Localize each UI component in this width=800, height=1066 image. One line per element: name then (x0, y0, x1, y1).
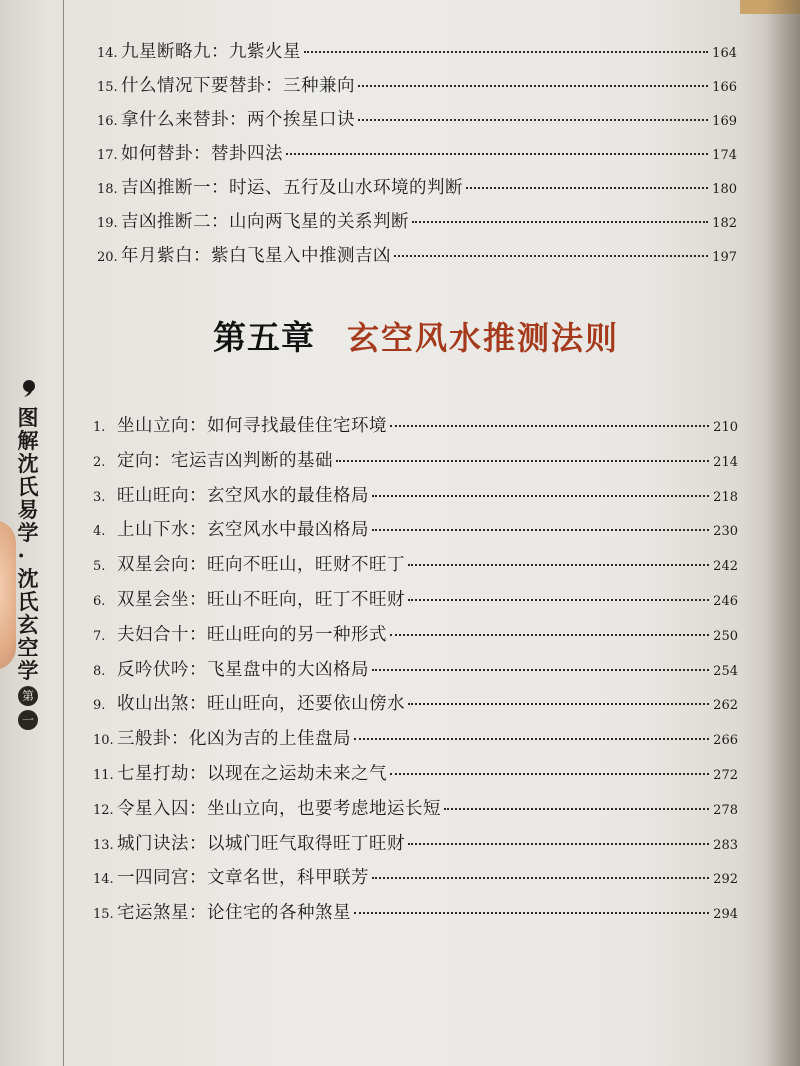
entry-page-number: 180 (712, 182, 737, 197)
entry-title: 反吟伏吟：飞星盘中的大凶格局 (117, 659, 369, 680)
dot-leader (304, 51, 708, 53)
spine-char: 图 (17, 405, 39, 430)
entry-number: 11. (93, 767, 114, 783)
entry-page-number: 294 (713, 907, 738, 923)
dot-leader (390, 634, 709, 636)
entry-number: 15. (93, 907, 114, 923)
entry-page-number: 210 (713, 420, 738, 435)
toc-entry[interactable] (93, 725, 738, 760)
entry-title: 拿什么来替卦：两个挨星口诀 (121, 110, 355, 130)
entry-title: 吉凶推断二：山向两飞星的关系判断 (121, 212, 409, 232)
toc-entry[interactable] (93, 412, 738, 447)
toc-entry[interactable] (93, 482, 738, 517)
entry-number: 5. (93, 559, 106, 575)
spine-char: 易 (17, 497, 39, 522)
entry-title: 年月紫白：紫白飞星入中推测吉凶 (121, 246, 391, 266)
dot-leader (408, 564, 709, 566)
toc-entry[interactable] (97, 140, 737, 174)
entry-page-number: 197 (712, 250, 737, 265)
entry-title: 定向：宅运吉凶判断的基础 (117, 450, 333, 471)
spine-char: 玄 (17, 612, 39, 637)
toc-entry[interactable] (97, 174, 737, 208)
spine-title (18, 406, 39, 682)
entry-title: 双星会向：旺向不旺山，旺财不旺丁 (117, 555, 405, 576)
entry-page-number: 278 (713, 802, 738, 818)
spine-badges (18, 682, 38, 730)
entry-title: 双星会坐：旺山不旺向，旺丁不旺财 (117, 589, 405, 610)
dot-leader (444, 808, 709, 810)
entry-number: 19. (97, 216, 118, 231)
entry-page-number: 283 (713, 837, 738, 853)
entry-page-number: 246 (713, 593, 738, 609)
dot-leader (372, 877, 709, 879)
entry-number: 14. (97, 46, 118, 61)
dot-leader (358, 85, 708, 87)
dot-leader (390, 425, 709, 427)
entry-number: 14. (93, 872, 114, 888)
dot-leader (412, 221, 708, 223)
toc-entry[interactable] (97, 38, 737, 72)
entry-title: 九星断略九：九紫火星 (121, 42, 301, 62)
entry-title: 城门诀法：以城门旺气取得旺丁旺财 (117, 833, 405, 854)
entry-number: 16. (97, 114, 118, 129)
entry-number: 15. (97, 80, 118, 95)
toc-entry[interactable] (93, 760, 738, 795)
toc-entry[interactable] (97, 106, 737, 140)
spine-char: 沈 (17, 451, 39, 476)
entry-page-number: 182 (712, 216, 737, 231)
dot-leader (408, 843, 709, 845)
entry-number: 7. (93, 628, 106, 644)
entry-page-number: 262 (713, 698, 738, 714)
dot-leader (408, 703, 709, 705)
entry-number: 13. (93, 837, 114, 853)
spine-char: · (17, 543, 25, 568)
dot-leader (354, 738, 709, 740)
entry-page-number: 254 (713, 663, 738, 679)
toc-entry[interactable] (93, 656, 738, 691)
spine-char: 解 (17, 428, 39, 453)
entry-number: 9. (93, 698, 106, 714)
entry-page-number: 166 (712, 80, 737, 95)
toc-entry[interactable] (97, 208, 737, 242)
spine-char: 学 (17, 658, 39, 683)
spine-char: 氏 (17, 474, 39, 499)
dot-leader (390, 773, 709, 775)
entry-number: 12. (93, 802, 114, 818)
entry-title: 七星打劫：以现在之运劫未来之气 (117, 763, 387, 784)
entry-number: 20. (97, 250, 118, 265)
toc-entry[interactable] (93, 621, 738, 656)
entry-title: 三般卦：化凶为吉的上佳盘局 (117, 729, 351, 750)
margin-rule (63, 0, 64, 1066)
dot-leader (372, 495, 709, 497)
entry-number: 18. (97, 182, 118, 197)
entry-page-number: 230 (713, 524, 738, 540)
entry-page-number: 164 (712, 46, 737, 61)
entry-page-number: 214 (713, 454, 738, 470)
entry-title: 收山出煞：旺山旺向，还要依山傍水 (117, 694, 405, 715)
entry-title: 吉凶推断一：时运、五行及山水环境的判断 (121, 178, 463, 198)
spine-column (13, 378, 43, 730)
chapter-heading (213, 312, 619, 359)
chapter-number: 第五章 (213, 318, 315, 357)
entry-page-number: 242 (713, 559, 738, 575)
toc-entry[interactable] (93, 864, 738, 899)
toc-entry[interactable] (97, 72, 737, 106)
entry-number: 6. (93, 593, 106, 609)
entry-title: 夫妇合十：旺山旺向的另一种形式 (117, 624, 387, 645)
spine-badge: 一 (18, 710, 38, 730)
spine-badge: 第 (18, 686, 38, 706)
toc-entry[interactable] (93, 899, 738, 934)
entry-number: 8. (93, 663, 106, 679)
entry-page-number: 266 (713, 733, 738, 749)
entry-page-number: 218 (713, 489, 738, 505)
entry-title: 令星入囚：坐山立向，也要考虑地运长短 (117, 798, 441, 819)
entry-title: 什么情况下要替卦：三种兼向 (121, 76, 355, 96)
entry-page-number: 250 (713, 628, 738, 644)
toc-entry[interactable] (93, 447, 738, 482)
entry-page-number: 174 (712, 148, 737, 163)
dot-leader (286, 153, 708, 155)
dot-leader (372, 529, 709, 531)
entry-title: 坐山立向：如何寻找最佳住宅环境 (117, 416, 387, 436)
entry-title: 旺山旺向：玄空风水的最佳格局 (117, 485, 369, 506)
toc-list-chapter-five (93, 412, 738, 934)
entry-number: 10. (93, 733, 114, 749)
entry-title: 上山下水：玄空风水中最凶格局 (117, 520, 369, 541)
toc-entry[interactable] (93, 551, 738, 586)
entry-page-number: 292 (713, 872, 738, 888)
comma-logo-icon (18, 378, 38, 398)
spine-char: 学 (17, 520, 39, 545)
toc-entry[interactable] (93, 830, 738, 865)
toc-entry[interactable] (93, 516, 738, 551)
entry-title: 宅运煞星：论住宅的各种煞星 (117, 903, 351, 924)
dot-leader (358, 119, 708, 121)
entry-title: 一四同宫：文章名世，科甲联芳 (117, 868, 369, 889)
spine-char: 沈 (17, 566, 39, 591)
page-shadow (766, 0, 800, 1066)
dot-leader (466, 187, 708, 189)
spine-char: 空 (17, 635, 39, 660)
dot-leader (394, 255, 708, 257)
dot-leader (372, 669, 709, 671)
toc-entry[interactable] (93, 586, 738, 621)
toc-list-previous-chapter (97, 38, 737, 276)
chapter-title: 玄空风水推测法则 (347, 319, 620, 357)
dot-leader (408, 599, 709, 601)
toc-entry[interactable] (97, 242, 737, 276)
entry-number: 17. (97, 148, 118, 163)
toc-entry[interactable] (93, 795, 738, 830)
toc-entry[interactable] (93, 690, 738, 725)
entry-number: 1. (93, 420, 106, 435)
entry-number: 3. (93, 489, 106, 505)
dot-leader (336, 460, 709, 462)
entry-page-number: 169 (712, 114, 737, 129)
entry-title: 如何替卦：替卦四法 (121, 144, 283, 164)
entry-page-number: 272 (713, 767, 738, 783)
entry-number: 2. (93, 454, 106, 470)
entry-number: 4. (93, 524, 106, 540)
dot-leader (354, 912, 709, 914)
spine-char: 氏 (17, 589, 39, 614)
